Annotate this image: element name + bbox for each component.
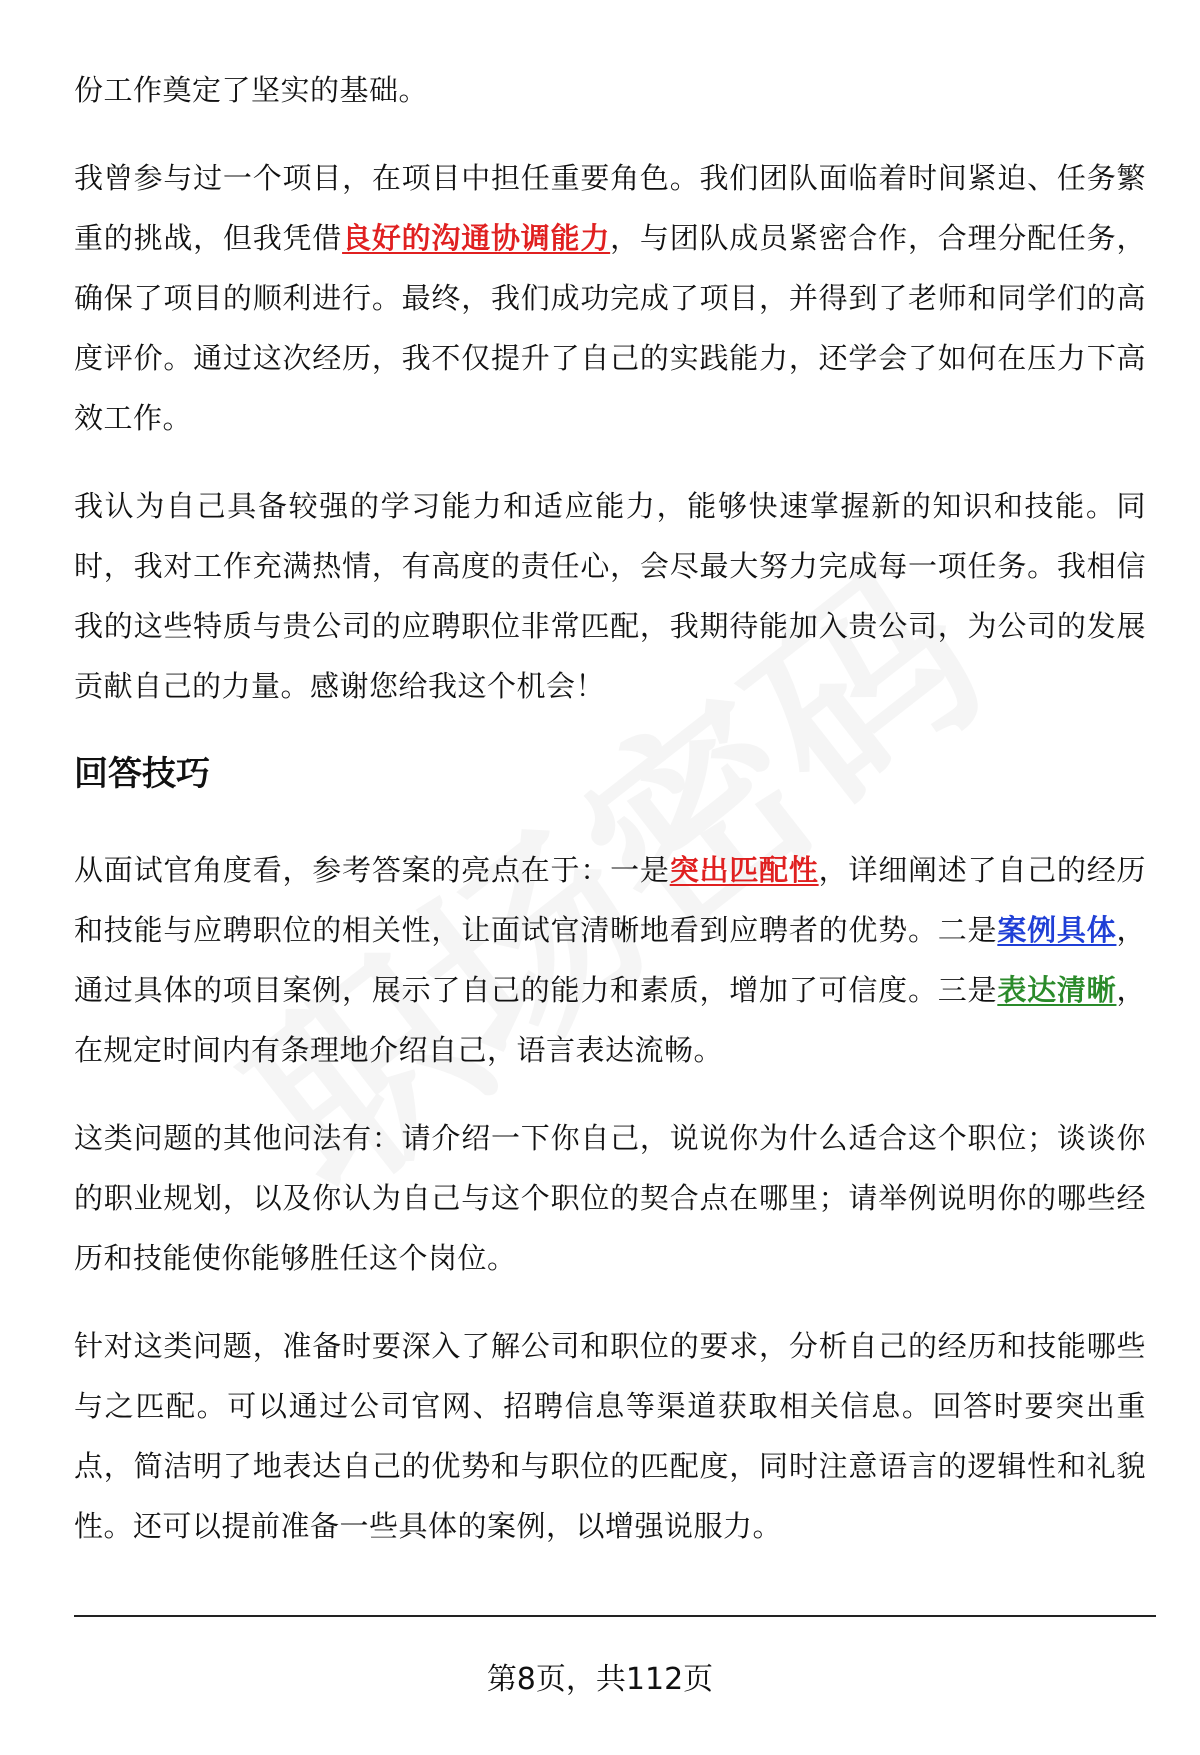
highlight-red: 突出匹配性 xyxy=(669,853,819,887)
text-segment: 份工作奠定了坚实的基础。 xyxy=(74,73,429,107)
text-segment: 这类问题的其他问法有：请介绍一下你自己，说说你为什么适合这个职位；谈谈你的职业规划，以及你认为自己与这个职位的契合点在哪里；请举例说明你的哪些经历和技能使你能够胜任这个岗位。 xyxy=(74,1121,1146,1275)
page-content xyxy=(74,60,1146,1584)
text-segment: ，详细阐述了自己的经历和技能与应聘职位的相关性，让面试官清晰地看到应聘者的优势。二是 xyxy=(74,853,1146,947)
paragraph-p2 xyxy=(74,148,1146,448)
page-number: 第8页，共112页 xyxy=(486,1662,714,1697)
tips-body xyxy=(74,840,1146,1556)
answer-body xyxy=(74,60,1146,716)
highlight-green: 表达清晰 xyxy=(997,973,1117,1007)
paragraph-t1 xyxy=(74,840,1146,1080)
text-segment: ，通过具体的项目案例，展示了自己的能力和素质，增加了可信度。三是 xyxy=(74,913,1146,1007)
highlight-blue: 案例具体 xyxy=(997,913,1117,947)
highlight-red: 良好的沟通协调能力 xyxy=(342,221,611,255)
section-heading: 回答技巧 xyxy=(74,754,210,794)
text-segment: ，与团队成员紧密合作，合理分配任务，确保了项目的顺利进行。最终，我们成功完成了项目，并得到了老师和同学们的高度评价。通过这次经历，我不仅提升了自己的实践能力，还学会了如何在压力下高效工作。 xyxy=(74,221,1146,435)
paragraph-p3 xyxy=(74,476,1146,716)
footer-divider xyxy=(74,1615,1156,1617)
text-segment: 从面试官角度看，参考答案的亮点在于：一是 xyxy=(74,853,670,887)
paragraph-t3 xyxy=(74,1316,1146,1556)
text-segment: 针对这类问题，准备时要深入了解公司和职位的要求，分析自己的经历和技能哪些与之匹配。可以通过公司官网、招聘信息等渠道获取相关信息。回答时要突出重点，简洁明了地表达自己的优势和与职位的匹配度，同时注意语言的逻辑性和礼貌性。还可以提前准备一些具体的案例，以增强说服力。 xyxy=(74,1329,1146,1543)
text-segment: 我认为自己具备较强的学习能力和适应能力，能够快速掌握新的知识和技能。同时，我对工作充满热情，有高度的责任心，会尽最大努力完成每一项任务。我相信我的这些特质与贵公司的应聘职位非常匹配，我期待能加入贵公司，为公司的发展贡献自己的力量。感谢您给我这个机会！ xyxy=(74,489,1146,703)
paragraph-p1 xyxy=(74,60,1146,120)
text-segment: 我曾参与过一个项目，在项目中担任重要角色。我们团队面临着时间紧迫、任务繁重的挑战，但我凭借 xyxy=(74,161,1146,255)
paragraph-t2 xyxy=(74,1108,1146,1288)
text-segment: ，在规定时间内有条理地介绍自己，语言表达流畅。 xyxy=(74,973,1146,1067)
